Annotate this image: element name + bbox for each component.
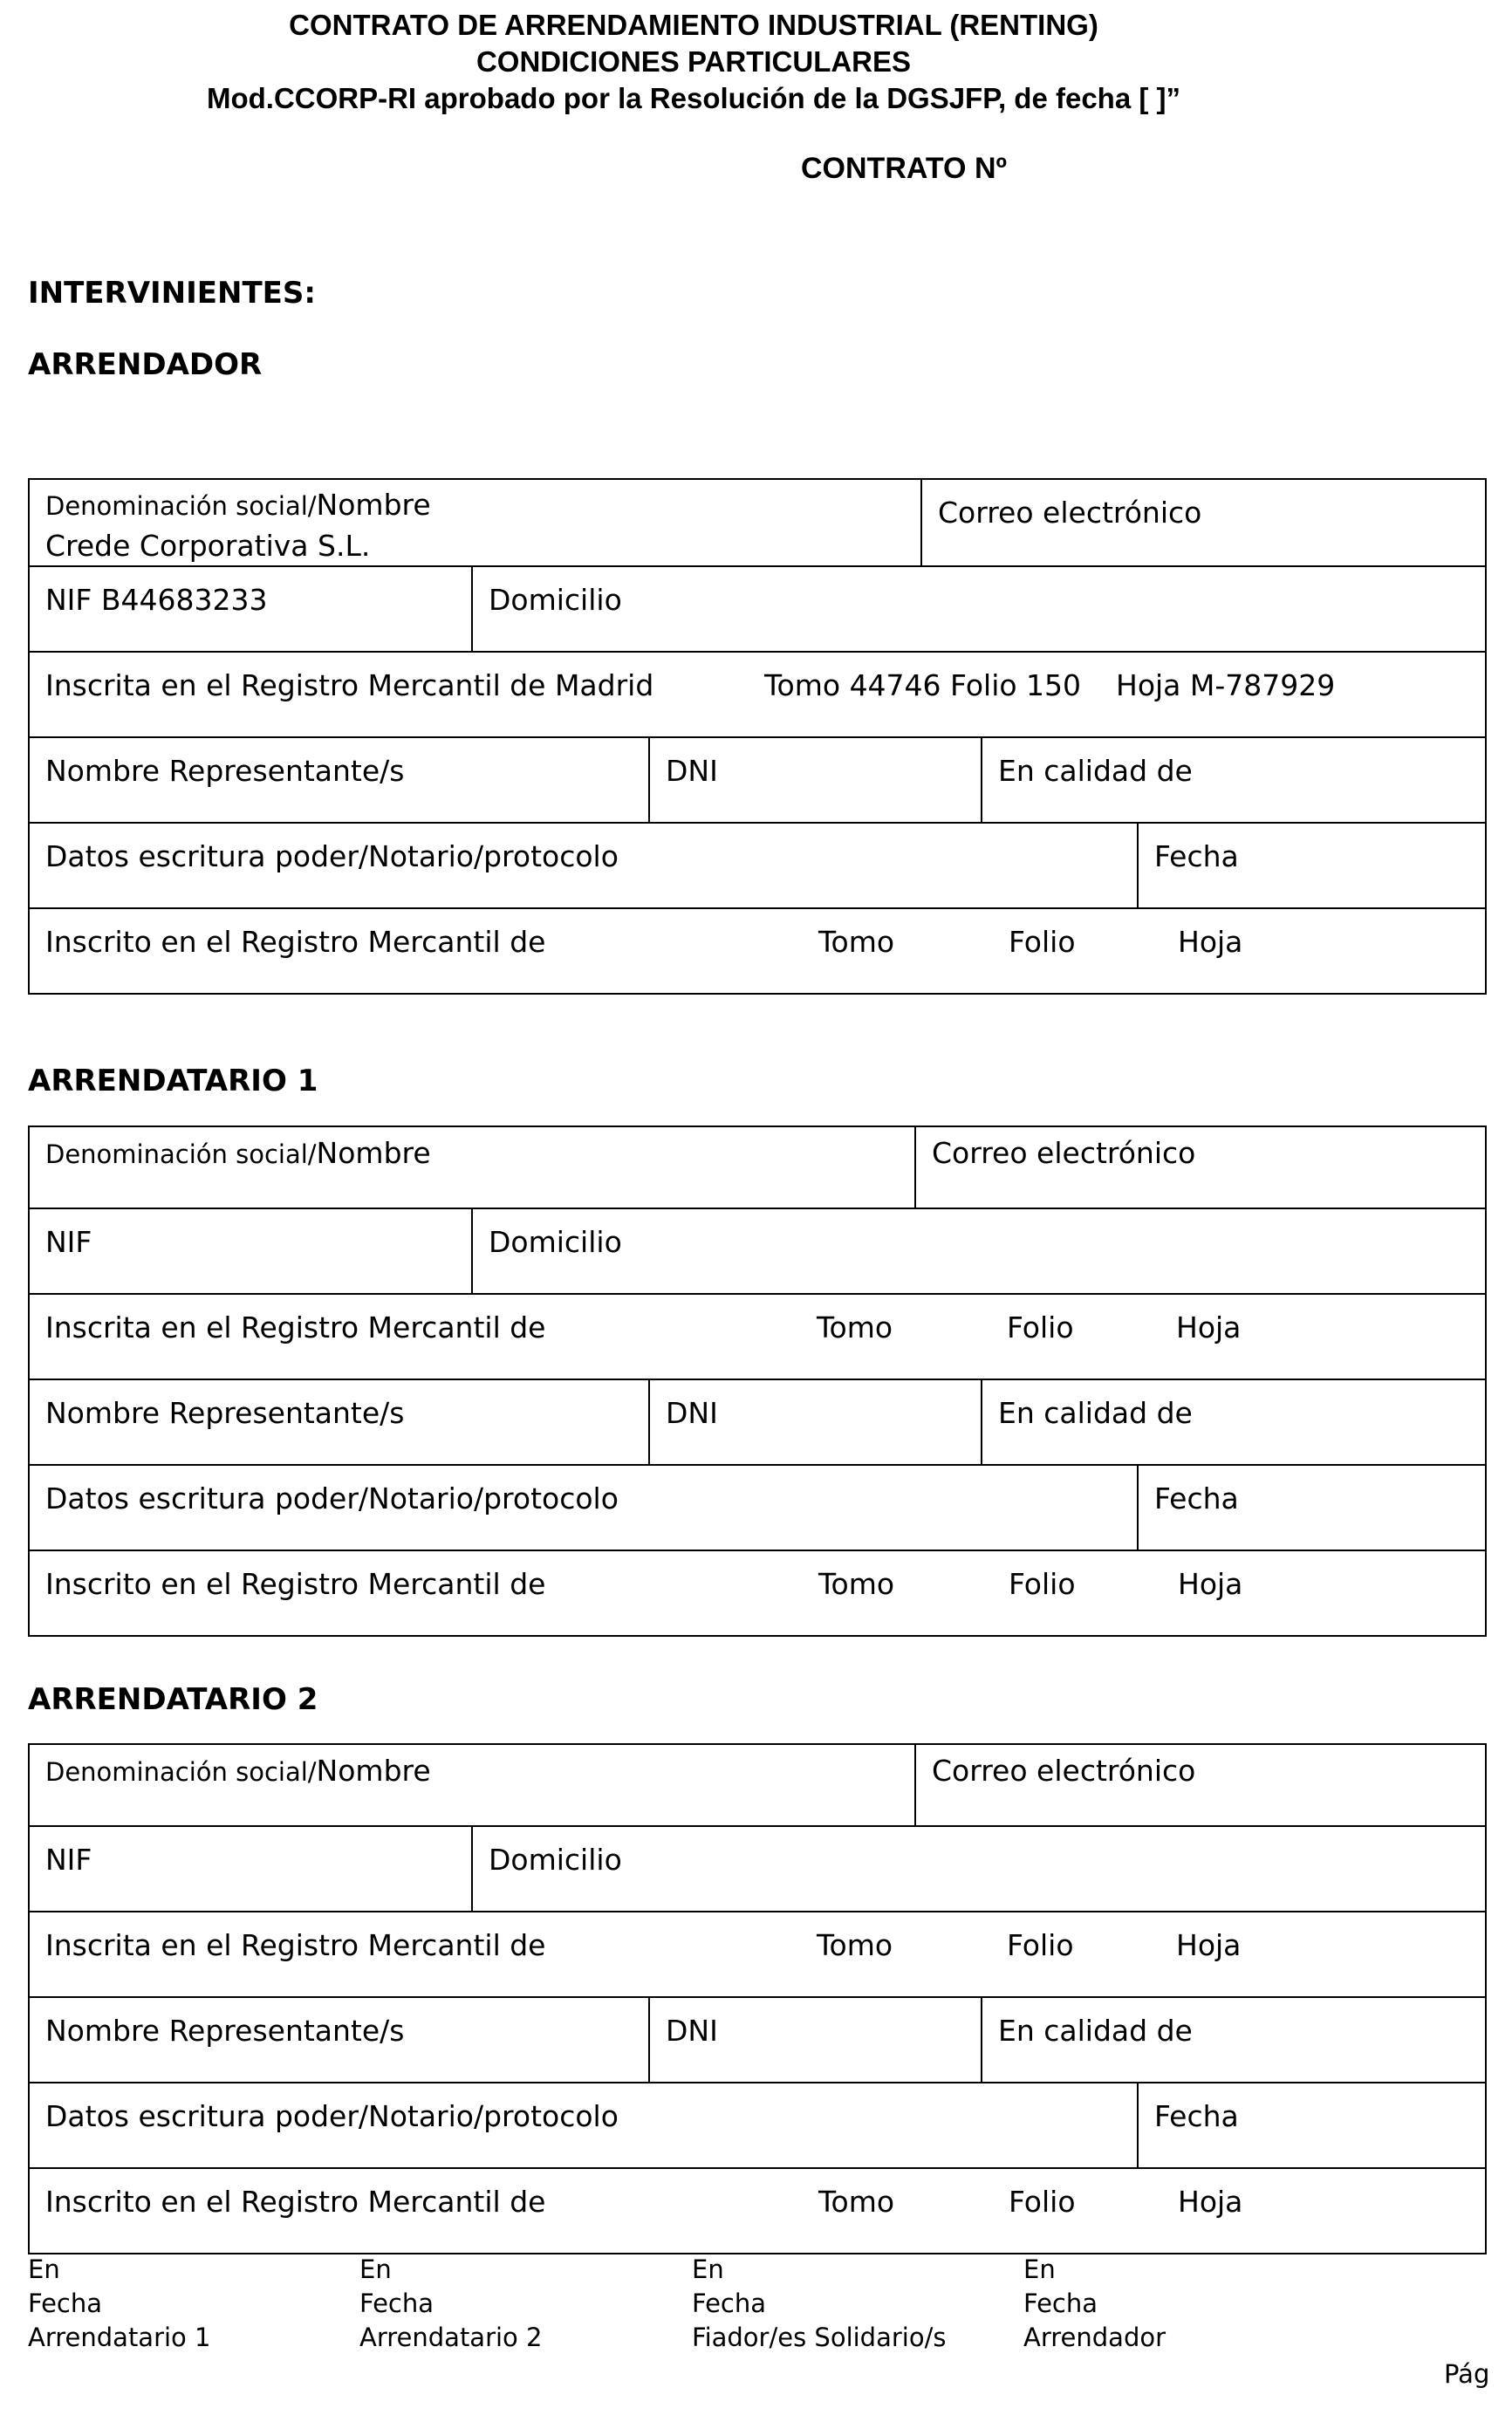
escritura-field[interactable]	[30, 1466, 1137, 1550]
document-subtitle: CONDICIONES PARTICULARES	[475, 45, 912, 78]
form-row	[30, 736, 1485, 822]
form-row	[30, 651, 1485, 736]
correo-label: Correo electrónico	[938, 496, 1202, 530]
denominacion-label: Denominación social/	[45, 1757, 317, 1787]
inscrito-label: Inscrito en el Registro Mercantil de	[45, 1567, 546, 1601]
escritura-field[interactable]	[30, 824, 1137, 907]
form-row	[30, 480, 1485, 565]
document-title: CONTRATO DE ARRENDAMIENTO INDUSTRIAL (RENTING)	[289, 9, 1098, 41]
contract-number-label: CONTRATO Nº	[801, 152, 1007, 185]
domicilio-field[interactable]	[471, 1209, 1485, 1293]
page-number-label: Pág	[1444, 2359, 1490, 2389]
denominacion-field[interactable]	[30, 1745, 914, 1825]
signature-role-label: Arrendador	[1023, 2323, 1166, 2352]
nombre-label: Nombre	[316, 1136, 431, 1170]
fecha-field[interactable]	[1137, 2083, 1485, 2167]
document-model-reference: Mod.CCORP-RI aprobado por la Resolución de la DGSJFP, de fecha [ ]”	[206, 82, 1181, 114]
hoja-label: Hoja	[1176, 1928, 1242, 1962]
dni-label: DNI	[666, 754, 718, 788]
tomo-label: Tomo	[817, 1310, 893, 1344]
hoja-value: Hoja M-787929	[1116, 668, 1336, 702]
nombre-label: Nombre	[316, 488, 431, 522]
escritura-label: Datos escritura poder/Notario/protocolo	[45, 2099, 619, 2133]
hoja-label: Hoja	[1178, 1567, 1243, 1601]
calidad-label: En calidad de	[998, 2014, 1193, 2048]
domicilio-field[interactable]	[471, 567, 1485, 651]
representante-label: Nombre Representante/s	[45, 754, 405, 788]
representante-label: Nombre Representante/s	[45, 2014, 405, 2048]
signature-place-label: En	[359, 2254, 392, 2284]
correo-label: Correo electrónico	[932, 1136, 1196, 1170]
dni-label: DNI	[666, 2014, 718, 2048]
tomo-folio-value: Tomo 44746 Folio 150	[764, 668, 1082, 702]
denominacion-label: Denominación social/	[45, 1139, 317, 1169]
arrendatario2-heading: ARRENDATARIO 2	[28, 1682, 318, 1717]
signature-place-label: En	[1023, 2254, 1056, 2284]
arrendador-heading: ARRENDADOR	[28, 347, 263, 382]
representante-label: Nombre Representante/s	[45, 1396, 405, 1430]
domicilio-label: Domicilio	[489, 1843, 622, 1877]
signature-block-fiadores	[692, 2253, 1023, 2355]
domicilio-label: Domicilio	[489, 1225, 622, 1259]
form-row	[30, 1745, 1485, 1825]
escritura-label: Datos escritura poder/Notario/protocolo	[45, 1481, 619, 1515]
dni-label: DNI	[666, 1396, 718, 1430]
arrendatario2-form	[28, 1743, 1487, 2254]
dni-field[interactable]	[648, 1998, 981, 2082]
domicilio-field[interactable]	[471, 1827, 1485, 1911]
signature-date-label: Fecha	[28, 2289, 103, 2318]
folio-label: Folio	[1009, 925, 1076, 959]
hoja-label: Hoja	[1176, 1310, 1242, 1344]
inscrito-field[interactable]	[30, 2169, 1485, 2253]
form-row	[30, 1550, 1485, 1635]
folio-label: Folio	[1007, 1310, 1074, 1344]
form-row	[30, 1464, 1485, 1550]
escritura-label: Datos escritura poder/Notario/protocolo	[45, 839, 619, 873]
inscrito-field[interactable]	[30, 909, 1485, 993]
correo-label: Correo electrónico	[932, 1754, 1196, 1788]
form-row	[30, 907, 1485, 993]
form-row	[30, 1996, 1485, 2082]
tomo-label: Tomo	[818, 925, 895, 959]
correo-field[interactable]	[914, 1745, 1485, 1825]
form-row	[30, 1127, 1485, 1208]
fecha-field[interactable]	[1137, 1466, 1485, 1550]
tomo-label: Tomo	[817, 1928, 893, 1962]
form-row	[30, 1911, 1485, 1996]
registro-field[interactable]	[30, 1912, 1485, 1996]
inscrita-label: Inscrita en el Registro Mercantil de Madrid	[45, 668, 654, 702]
folio-label: Folio	[1009, 1567, 1076, 1601]
correo-field[interactable]	[914, 1127, 1485, 1208]
dni-field[interactable]	[648, 1380, 981, 1464]
signature-role-label: Fiador/es Solidario/s	[692, 2323, 947, 2352]
inscrita-label: Inscrita en el Registro Mercantil de	[45, 1310, 546, 1344]
hoja-label: Hoja	[1178, 925, 1243, 959]
calidad-field[interactable]	[981, 1380, 1485, 1464]
fecha-field[interactable]	[1137, 824, 1485, 907]
inscrita-label: Inscrita en el Registro Mercantil de	[45, 1928, 546, 1962]
representante-field[interactable]	[30, 738, 648, 822]
signature-block-arrendatario2	[359, 2253, 691, 2355]
correo-field[interactable]	[920, 480, 1485, 565]
arrendatario1-heading: ARRENDATARIO 1	[28, 1064, 318, 1098]
nif-label: NIF	[45, 1225, 92, 1259]
dni-field[interactable]	[648, 738, 981, 822]
calidad-field[interactable]	[981, 738, 1485, 822]
denominacion-field[interactable]	[30, 480, 920, 565]
nif-label: NIF B44683233	[45, 583, 268, 617]
nif-label: NIF	[45, 1843, 92, 1877]
registro-field[interactable]	[30, 653, 1485, 736]
signature-role-label: Arrendatario 2	[359, 2323, 543, 2352]
representante-field[interactable]	[30, 1998, 648, 2082]
folio-label: Folio	[1007, 1928, 1074, 1962]
folio-label: Folio	[1009, 2185, 1076, 2219]
representante-field[interactable]	[30, 1380, 648, 1464]
nif-field[interactable]	[30, 567, 471, 651]
tomo-label: Tomo	[818, 1567, 895, 1601]
inscrito-label: Inscrito en el Registro Mercantil de	[45, 2185, 546, 2219]
form-row	[30, 2167, 1485, 2253]
signature-date-label: Fecha	[359, 2289, 434, 2318]
signature-place-label: En	[692, 2254, 724, 2284]
calidad-field[interactable]	[981, 1998, 1485, 2082]
nif-field[interactable]	[30, 1827, 471, 1911]
form-row	[30, 1825, 1485, 1911]
signature-block-arrendador	[1023, 2253, 1355, 2355]
nif-field[interactable]	[30, 1209, 471, 1293]
form-row	[30, 1379, 1485, 1464]
arrendador-form	[28, 478, 1487, 995]
intervinientes-heading: INTERVINIENTES:	[28, 276, 316, 311]
registro-field[interactable]	[30, 1295, 1485, 1379]
calidad-label: En calidad de	[998, 754, 1193, 788]
inscrito-label: Inscrito en el Registro Mercantil de	[45, 925, 546, 959]
fecha-label: Fecha	[1154, 2099, 1239, 2133]
arrendatario1-form	[28, 1125, 1487, 1637]
signature-role-label: Arrendatario 1	[28, 2323, 211, 2352]
tomo-label: Tomo	[818, 2185, 895, 2219]
denominacion-field[interactable]	[30, 1127, 914, 1208]
calidad-label: En calidad de	[998, 1396, 1193, 1430]
form-row	[30, 565, 1485, 651]
signature-block-arrendatario1	[28, 2253, 359, 2355]
escritura-field[interactable]	[30, 2083, 1137, 2167]
form-row	[30, 822, 1485, 907]
nombre-value: Crede Corporativa S.L.	[45, 529, 371, 563]
signature-date-label: Fecha	[1023, 2289, 1098, 2318]
signature-date-label: Fecha	[692, 2289, 767, 2318]
form-row	[30, 1293, 1485, 1379]
hoja-label: Hoja	[1178, 2185, 1243, 2219]
signature-place-label: En	[28, 2254, 60, 2284]
domicilio-label: Domicilio	[489, 583, 622, 617]
fecha-label: Fecha	[1154, 839, 1239, 873]
fecha-label: Fecha	[1154, 1481, 1239, 1515]
nombre-label: Nombre	[316, 1754, 431, 1788]
inscrito-field[interactable]	[30, 1551, 1485, 1635]
denominacion-label: Denominación social/	[45, 491, 317, 521]
form-row	[30, 2082, 1485, 2167]
form-row	[30, 1208, 1485, 1293]
